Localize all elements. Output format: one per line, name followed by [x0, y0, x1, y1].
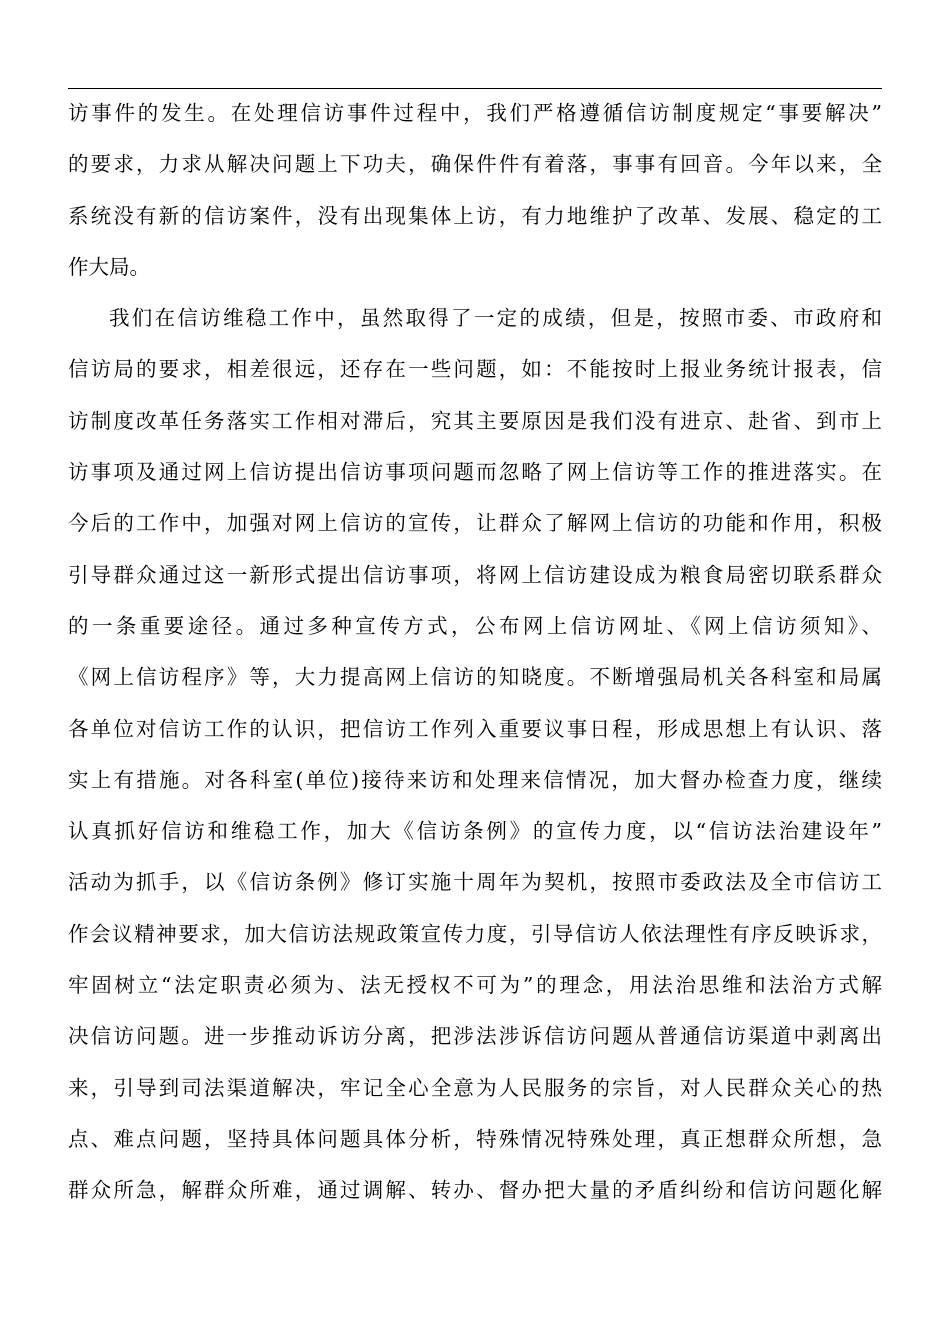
- text-line: 作会议精神要求，加大信访法规政策宣传力度，引导信访人依法理性有序反映诉求，: [68, 921, 882, 946]
- text-line: 各单位对信访工作的认识，把信访工作列入重要议事日程，形成思想上有认识、落: [68, 716, 882, 741]
- text-line: 《网上信访程序》等，大力提高网上信访的知晓度。不断增强局机关各科室和局属: [68, 665, 882, 690]
- text-line: 系统没有新的信访案件，没有出现集体上访，有力地维护了改革、发展、稳定的工: [68, 203, 882, 228]
- text-line: 信访局的要求，相差很远，还存在一些问题，如：不能按时上报业务统计报表，信: [68, 357, 882, 382]
- text-line: 来，引导到司法渠道解决，牢记全心全意为人民服务的宗旨，对人民群众关心的热: [68, 1075, 882, 1100]
- text-line: 活动为抓手，以《信访条例》修订实施十周年为契机，按照市委政法及全市信访工: [68, 870, 882, 895]
- paragraph-first-line: 我们在信访维稳工作中，虽然取得了一定的成绩，但是，按照市委、市政府和: [109, 306, 882, 331]
- text-line: 今后的工作中，加强对网上信访的宣传，让群众了解网上信访的功能和作用，积极: [68, 511, 882, 536]
- text-line: 实上有措施。对各科室(单位)接待来访和处理来信情况，加大督办检查力度，继续: [68, 767, 882, 792]
- text-line: 的一条重要途径。通过多种宣传方式，公布网上信访网址、《网上信访须知》、: [68, 613, 882, 638]
- text-line: 牢固树立“法定职责必须为、法无授权不可为”的理念，用法治思维和法治方式解: [68, 973, 882, 998]
- text-line: 认真抓好信访和维稳工作，加大《信访条例》的宣传力度，以“信访法治建设年”: [68, 819, 882, 844]
- text-line: 决信访问题。进一步推动诉访分离，把涉法涉诉信访问题从普通信访渠道中剥离出: [68, 1024, 882, 1049]
- text-line: 访事项及通过网上信访提出信访事项问题而忽略了网上信访等工作的推进落实。在: [68, 460, 882, 485]
- text-line: 的要求，力求从解决问题上下功夫，确保件件有着落，事事有回音。今年以来，全: [68, 152, 882, 177]
- text-line: 点、难点问题，坚持具体问题具体分析，特殊情况特殊处理，真正想群众所想，急: [68, 1126, 882, 1151]
- text-line: 群众所急，解群众所难，通过调解、转办、督办把大量的矛盾纠纷和信访问题化解: [68, 1178, 882, 1203]
- text-line: 引导群众通过这一新形式提出信访事项，将网上信访建设成为粮食局密切联系群众: [68, 562, 882, 587]
- text-line: 作大局。: [68, 254, 150, 279]
- text-line: 访制度改革任务落实工作相对滞后，究其主要原因是我们没有进京、赴省、到市上: [68, 408, 882, 433]
- body-text: [68, 88, 882, 1217]
- text-line: 访事件的发生。在处理信访事件过程中，我们严格遵循信访制度规定“事要解决”: [68, 101, 882, 125]
